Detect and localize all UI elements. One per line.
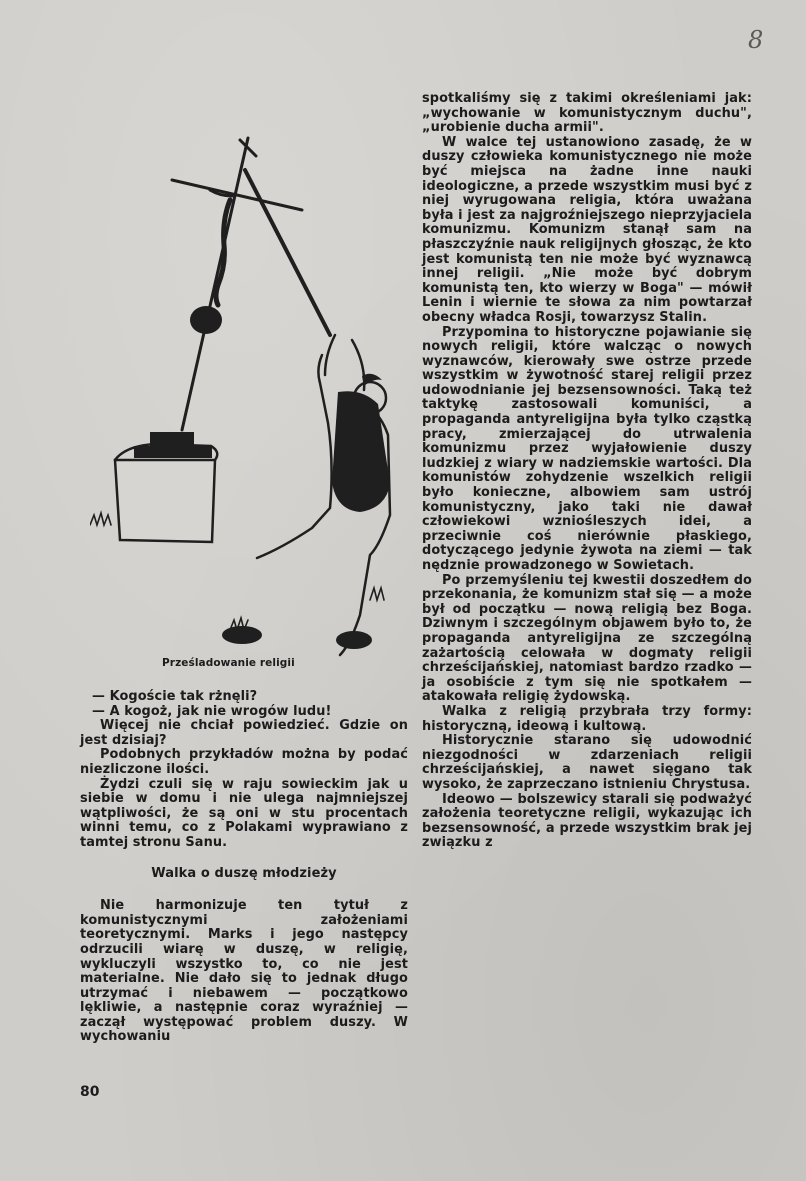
- stone-on-cross: [190, 306, 222, 334]
- cross-upright: [182, 138, 248, 430]
- section-heading: Walka o duszę młodzieży: [151, 865, 337, 881]
- paragraph: Historycznie starano się udowodnić niezgodności w zdarzeniach religii chrześcijańskiej, a nawet sięgano tak wysoko, że zaprzeczano istnieniu Chrystusa.: [422, 733, 752, 792]
- boot-left: [222, 626, 262, 644]
- right-column: [422, 92, 752, 851]
- left-column: [80, 690, 408, 1045]
- persecution-illustration: [90, 130, 410, 660]
- illustration-caption: Prześladowanie religii: [162, 657, 295, 669]
- paragraph: Ideowo — bolszewicy starali się podważyć założenia teoretyczne religii, wykazując ich bezsensowność, a przede wszystkim brak jej związku z: [422, 791, 752, 851]
- paragraph: spotkaliśmy się z takimi określeniami jak: „wychowanie w komunistycznym duchu", „urobienie ducha armii".: [422, 91, 752, 136]
- paragraph: Po przemyśleniu tej kwestii doszedłem do przekonania, że komunizm stał się — a może był od początku — nową religią bez Boga. Dziwnym i szczególnym objawem było to, że propaganda antyreligijna ze szczególną zażartością celowała w dogmaty religii chrześcijańskiej, natomiast bardzo rzadko — ja osobiście z tym się nie spotkałem — atakowała religię żydowską.: [422, 572, 752, 705]
- paragraph: W walce tej ustanowiono zasadę, że w duszy człowieka komunistycznego nie może być miejsca na żadne inne nauki ideologiczne, a przede wszystkim musi być z niej wyrugowana religia, która uważana była i jest za najgroźniejszego nieprzyjaciela komunizmu. Komunizm stanął sam na płaszczyźnie nauk religijnych głosząc, że kto jest komunistą ten nie może być wyznawcą innej religii. „Nie może być dobrym komunistą ten, kto wierzy w Boga" — mówił Lenin i wiernie te słowa za nim powtarzał obecny władca Rosji, towarzysz Stalin.: [422, 134, 752, 325]
- paragraph: Podobnych przykładów można by podać niezliczone ilości.: [80, 747, 408, 777]
- dialogue-line: — A kogoż, jak nie wrogów ludu!: [92, 703, 332, 719]
- paragraph: Nie harmonizuje ten tytuł z komunistycznymi założeniami teoretycznymi. Marks i jego następcy odrzucili wiarę w duszę, w religię, wykluczyli wszystko to, co nie jest materialne. Nie dało się to jednak długo utrzymać i niebawem — początkowo lękliwie, a następnie coraz wyraźniej — zaczął występować problem duszy. W wychowaniu: [80, 898, 408, 1045]
- paragraph: Walka z religią przybrała trzy formy: historyczną, ideową i kultową.: [422, 703, 752, 734]
- page-number: 80: [80, 1084, 100, 1100]
- rope: [245, 170, 330, 335]
- dialogue-line: — Kogoście tak rżnęli?: [92, 689, 258, 704]
- handwritten-page-mark: 8: [748, 26, 764, 54]
- boot-right: [336, 631, 372, 649]
- paragraph: Przypomina to historyczne pojawianie się nowych religii, które walcząc o nowych wyznawców, kierowały swe ostrze przede wszystkim w żywotność starej religii przez udowodnianie jej bezsensowności. Taką też taktykę zastosowali komuniści, a propaganda antyreligijna była tylko cząstką pracy, zmierzającej do utrwalenia komunizmu przez wyjałowienie duszy ludzkiej z wiary w nadziemskie wartości. Dla komunistów zohydzenie wszelkich religii było konieczne, albowiem sam ustrój komunistyczny, jako taki nie dawał człowiekowi wzniośleszych idei, a przeciwnie coś nierównie płaskiego, dotyczącego jedynie żywota na ziemi — tak nędznie prowadzonego w Sowietach.: [422, 324, 752, 573]
- paragraph: Żydzi czuli się w raju sowieckim jak u siebie w domu i nie ulega najmniejszej wątpliwości, że są oni w stu procentach winni temu, co z Polakami wyprawiano z tamtej stronu Sanu.: [80, 776, 408, 850]
- paragraph: Więcej nie chciał powiedzieć. Gdzie on jest dzisiaj?: [80, 718, 408, 748]
